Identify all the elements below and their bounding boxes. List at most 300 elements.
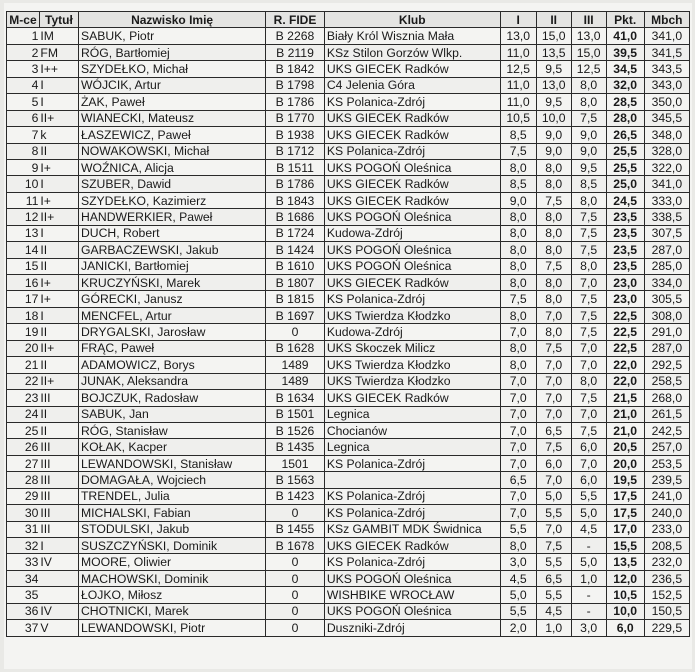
points-cell: 12,0 <box>606 570 644 586</box>
rank-cell: 4 <box>7 77 40 93</box>
title-cell: III <box>39 439 78 455</box>
club-cell: UKS GIECEK Radków <box>324 192 500 208</box>
table-row <box>7 554 690 570</box>
buchholz-cell: 338,5 <box>644 209 689 225</box>
player-name-cell: MACHOWSKI, Dominik <box>78 570 265 586</box>
buchholz-cell: 292,5 <box>644 357 689 373</box>
rank-cell: 34 <box>7 570 40 586</box>
round-3-cell: 7,5 <box>571 242 606 258</box>
round-2-cell: 8,0 <box>536 324 571 340</box>
fide-rating-cell: B 1678 <box>266 538 325 554</box>
round-3-cell: 7,5 <box>571 291 606 307</box>
table-row <box>7 110 690 126</box>
title-cell: II+ <box>39 110 78 126</box>
fide-rating-cell: B 1697 <box>266 307 325 323</box>
round-2-cell: 8,0 <box>536 291 571 307</box>
round-1-cell: 8,0 <box>500 275 536 291</box>
player-name-cell: WOŹNICA, Alicja <box>78 159 265 175</box>
round-1-cell: 8,0 <box>500 307 536 323</box>
round-1-cell: 9,0 <box>500 192 536 208</box>
fide-rating-cell: B 1501 <box>266 406 325 422</box>
title-cell: k <box>39 127 78 143</box>
round-3-cell: 5,0 <box>571 554 606 570</box>
round-3-cell: 8,0 <box>571 94 606 110</box>
header-row <box>7 12 690 28</box>
fide-rating-cell: B 1511 <box>266 159 325 175</box>
player-name-cell: DOMAGAŁA, Wojciech <box>78 472 265 488</box>
player-name-cell: STODULSKI, Jakub <box>78 521 265 537</box>
club-cell: UKS POGOŃ Oleśnica <box>324 603 500 619</box>
rank-cell: 25 <box>7 422 40 438</box>
buchholz-cell: 258,5 <box>644 373 689 389</box>
title-cell: V <box>39 620 78 636</box>
rank-cell: 35 <box>7 587 40 603</box>
buchholz-cell: 229,5 <box>644 620 689 636</box>
club-cell: Chocianów <box>324 422 500 438</box>
buchholz-cell: 305,5 <box>644 291 689 307</box>
round-1-cell: 8,5 <box>500 127 536 143</box>
rank-cell: 29 <box>7 488 40 504</box>
round-3-cell: 15,0 <box>571 44 606 60</box>
buchholz-cell: 328,0 <box>644 143 689 159</box>
player-name-cell: LEWANDOWSKI, Piotr <box>78 620 265 636</box>
rank-cell: 26 <box>7 439 40 455</box>
round-3-cell: 7,5 <box>571 225 606 241</box>
table-row <box>7 521 690 537</box>
club-cell: UKS GIECEK Radków <box>324 176 500 192</box>
rank-cell: 3 <box>7 61 40 77</box>
round-1-cell: 10,5 <box>500 110 536 126</box>
buchholz-cell: 334,0 <box>644 275 689 291</box>
table-row <box>7 192 690 208</box>
points-cell: 32,0 <box>606 77 644 93</box>
title-cell: FM <box>39 44 78 60</box>
fide-rating-cell: B 1843 <box>266 192 325 208</box>
fide-rating-cell: B 1842 <box>266 61 325 77</box>
club-cell: UKS Twierdza Kłodzko <box>324 373 500 389</box>
points-cell: 34,5 <box>606 61 644 77</box>
round-2-cell: 9,5 <box>536 61 571 77</box>
player-name-cell: MENCFEL, Artur <box>78 307 265 323</box>
fide-rating-cell: B 2268 <box>266 28 325 44</box>
round-1-cell: 8,0 <box>500 209 536 225</box>
round-3-cell: 4,5 <box>571 521 606 537</box>
round-1-cell: 5,0 <box>500 587 536 603</box>
round-2-cell: 13,5 <box>536 44 571 60</box>
club-cell: Duszniki-Zdrój <box>324 620 500 636</box>
round-3-cell: 7,5 <box>571 422 606 438</box>
rank-cell: 21 <box>7 357 40 373</box>
round-1-cell: 7,0 <box>500 455 536 471</box>
fide-rating-cell: B 2119 <box>266 44 325 60</box>
round-2-cell: 7,5 <box>536 192 571 208</box>
table-row <box>7 570 690 586</box>
buchholz-cell: 341,0 <box>644 28 689 44</box>
round-2-cell: 9,5 <box>536 94 571 110</box>
points-cell: 23,0 <box>606 275 644 291</box>
player-name-cell: KRUCZYŃSKI, Marek <box>78 275 265 291</box>
club-cell: KS Polanica-Zdrój <box>324 143 500 159</box>
table-row <box>7 455 690 471</box>
player-name-cell: TRENDEL, Julia <box>78 488 265 504</box>
round-1-cell: 11,0 <box>500 44 536 60</box>
buchholz-cell: 287,0 <box>644 242 689 258</box>
round-3-cell: 7,5 <box>571 307 606 323</box>
table-row <box>7 357 690 373</box>
round-1-cell: 6,5 <box>500 472 536 488</box>
player-name-cell: KOŁAK, Kacper <box>78 439 265 455</box>
round-2-cell: 8,0 <box>536 225 571 241</box>
round-2-cell: 13,0 <box>536 77 571 93</box>
header-club: Klub <box>324 12 500 28</box>
club-cell: KS Polanica-Zdrój <box>324 488 500 504</box>
round-2-cell: 5,5 <box>536 554 571 570</box>
fide-rating-cell: B 1724 <box>266 225 325 241</box>
player-name-cell: LEWANDOWSKI, Stanisław <box>78 455 265 471</box>
table-row <box>7 538 690 554</box>
buchholz-cell: 285,0 <box>644 258 689 274</box>
title-cell: II+ <box>39 209 78 225</box>
fide-rating-cell: B 1424 <box>266 242 325 258</box>
table-row <box>7 324 690 340</box>
rank-cell: 27 <box>7 455 40 471</box>
buchholz-cell: 240,0 <box>644 505 689 521</box>
buchholz-cell: 291,0 <box>644 324 689 340</box>
rank-cell: 12 <box>7 209 40 225</box>
points-cell: 25,0 <box>606 176 644 192</box>
table-row <box>7 143 690 159</box>
round-3-cell: 5,0 <box>571 505 606 521</box>
title-cell: I+ <box>39 159 78 175</box>
header-round-2: II <box>536 12 571 28</box>
table-row <box>7 225 690 241</box>
round-1-cell: 8,0 <box>500 225 536 241</box>
title-cell: III <box>39 455 78 471</box>
buchholz-cell: 236,5 <box>644 570 689 586</box>
club-cell: C4 Jelenia Góra <box>324 77 500 93</box>
club-cell: KS Polanica-Zdrój <box>324 505 500 521</box>
player-name-cell: ŻAK, Paweł <box>78 94 265 110</box>
buchholz-cell: 241,0 <box>644 488 689 504</box>
round-3-cell: 8,5 <box>571 176 606 192</box>
fide-rating-cell: B 1435 <box>266 439 325 455</box>
round-1-cell: 7,0 <box>500 488 536 504</box>
round-2-cell: 5,5 <box>536 505 571 521</box>
rank-cell: 1 <box>7 28 40 44</box>
round-1-cell: 5,5 <box>500 521 536 537</box>
fide-rating-cell: B 1423 <box>266 488 325 504</box>
round-2-cell: 7,0 <box>536 390 571 406</box>
fide-rating-cell: B 1526 <box>266 422 325 438</box>
rank-cell: 9 <box>7 159 40 175</box>
rank-cell: 28 <box>7 472 40 488</box>
player-name-cell: HANDWERKIER, Paweł <box>78 209 265 225</box>
header-title: Tytuł <box>39 12 78 28</box>
table-row <box>7 406 690 422</box>
round-2-cell: 7,0 <box>536 406 571 422</box>
round-2-cell: 1,0 <box>536 620 571 636</box>
round-1-cell: 13,0 <box>500 28 536 44</box>
round-1-cell: 8,0 <box>500 538 536 554</box>
table-row <box>7 176 690 192</box>
points-cell: 25,5 <box>606 143 644 159</box>
round-1-cell: 8,0 <box>500 242 536 258</box>
rank-cell: 31 <box>7 521 40 537</box>
round-2-cell: 7,0 <box>536 521 571 537</box>
round-3-cell: 8,0 <box>571 373 606 389</box>
player-name-cell: DRYGALSKI, Jarosław <box>78 324 265 340</box>
club-cell: Biały Król Wisznia Mała <box>324 28 500 44</box>
round-1-cell: 11,0 <box>500 94 536 110</box>
round-2-cell: 8,0 <box>536 242 571 258</box>
round-3-cell: 6,0 <box>571 439 606 455</box>
table-row <box>7 44 690 60</box>
rank-cell: 8 <box>7 143 40 159</box>
rank-cell: 18 <box>7 307 40 323</box>
round-2-cell: 5,5 <box>536 587 571 603</box>
round-3-cell: 7,5 <box>571 390 606 406</box>
club-cell: UKS Twierdza Kłodzko <box>324 307 500 323</box>
rank-cell: 10 <box>7 176 40 192</box>
title-cell: II+ <box>39 340 78 356</box>
title-cell: I <box>39 77 78 93</box>
points-cell: 28,5 <box>606 94 644 110</box>
player-name-cell: CHOTNICKI, Marek <box>78 603 265 619</box>
points-cell: 22,0 <box>606 373 644 389</box>
points-cell: 13,5 <box>606 554 644 570</box>
player-name-cell: MOORE, Oliwier <box>78 554 265 570</box>
rank-cell: 14 <box>7 242 40 258</box>
round-2-cell: 7,0 <box>536 373 571 389</box>
points-cell: 23,5 <box>606 225 644 241</box>
buchholz-cell: 152,5 <box>644 587 689 603</box>
round-3-cell: 9,5 <box>571 159 606 175</box>
player-name-cell: ADAMOWICZ, Borys <box>78 357 265 373</box>
rank-cell: 2 <box>7 44 40 60</box>
round-1-cell: 7,0 <box>500 373 536 389</box>
player-name-cell: BOJCZUK, Radosław <box>78 390 265 406</box>
points-cell: 20,5 <box>606 439 644 455</box>
header-rank: M-ce <box>7 12 40 28</box>
club-cell: KSz Stilon Gorzów Wlkp. <box>324 44 500 60</box>
club-cell: UKS POGOŃ Oleśnica <box>324 159 500 175</box>
title-cell: IM <box>39 28 78 44</box>
player-name-cell: ŁOJKO, Miłosz <box>78 587 265 603</box>
points-cell: 26,5 <box>606 127 644 143</box>
fide-rating-cell: 0 <box>266 554 325 570</box>
fide-rating-cell: B 1798 <box>266 77 325 93</box>
fide-rating-cell: B 1610 <box>266 258 325 274</box>
round-1-cell: 8,0 <box>500 357 536 373</box>
rank-cell: 17 <box>7 291 40 307</box>
round-3-cell: 7,0 <box>571 340 606 356</box>
title-cell: III <box>39 472 78 488</box>
table-row <box>7 620 690 636</box>
club-cell <box>324 472 500 488</box>
round-3-cell: 7,0 <box>571 275 606 291</box>
buchholz-cell: 232,0 <box>644 554 689 570</box>
points-cell: 22,5 <box>606 307 644 323</box>
round-3-cell: 3,0 <box>571 620 606 636</box>
round-1-cell: 8,5 <box>500 176 536 192</box>
title-cell: II <box>39 242 78 258</box>
buchholz-cell: 150,5 <box>644 603 689 619</box>
round-1-cell: 11,0 <box>500 77 536 93</box>
rank-cell: 37 <box>7 620 40 636</box>
club-cell: UKS Skoczek Milicz <box>324 340 500 356</box>
club-cell: UKS GIECEK Radków <box>324 61 500 77</box>
points-cell: 10,5 <box>606 587 644 603</box>
round-3-cell: 7,5 <box>571 209 606 225</box>
club-cell: KSz GAMBIT MDK Świdnica <box>324 521 500 537</box>
title-cell: I <box>39 176 78 192</box>
table-row <box>7 258 690 274</box>
rank-cell: 32 <box>7 538 40 554</box>
fide-rating-cell: B 1712 <box>266 143 325 159</box>
fide-rating-cell: B 1815 <box>266 291 325 307</box>
buchholz-cell: 345,5 <box>644 110 689 126</box>
table-row <box>7 159 690 175</box>
fide-rating-cell: 1489 <box>266 357 325 373</box>
round-2-cell: 7,0 <box>536 357 571 373</box>
title-cell: I <box>39 94 78 110</box>
buchholz-cell: 233,0 <box>644 521 689 537</box>
title-cell: I <box>39 225 78 241</box>
fide-rating-cell: 0 <box>266 620 325 636</box>
title-cell: I+ <box>39 291 78 307</box>
round-1-cell: 8,0 <box>500 258 536 274</box>
round-1-cell: 7,0 <box>500 439 536 455</box>
table-row <box>7 587 690 603</box>
fide-rating-cell: 0 <box>266 505 325 521</box>
points-cell: 17,5 <box>606 505 644 521</box>
round-2-cell: 9,0 <box>536 127 571 143</box>
title-cell: III <box>39 488 78 504</box>
player-name-cell: SZUBER, Dawid <box>78 176 265 192</box>
round-1-cell: 7,0 <box>500 390 536 406</box>
fide-rating-cell: 1501 <box>266 455 325 471</box>
points-cell: 24,5 <box>606 192 644 208</box>
rank-cell: 6 <box>7 110 40 126</box>
title-cell <box>39 587 78 603</box>
buchholz-cell: 350,0 <box>644 94 689 110</box>
buchholz-cell: 287,0 <box>644 340 689 356</box>
rank-cell: 7 <box>7 127 40 143</box>
rank-cell: 36 <box>7 603 40 619</box>
round-3-cell: 6,0 <box>571 472 606 488</box>
club-cell: KS Polanica-Zdrój <box>324 554 500 570</box>
title-cell: III <box>39 505 78 521</box>
buchholz-cell: 208,5 <box>644 538 689 554</box>
rank-cell: 24 <box>7 406 40 422</box>
title-cell: I+ <box>39 192 78 208</box>
round-3-cell: 9,0 <box>571 143 606 159</box>
round-3-cell: 7,0 <box>571 406 606 422</box>
round-1-cell: 5,5 <box>500 603 536 619</box>
points-cell: 6,0 <box>606 620 644 636</box>
points-cell: 41,0 <box>606 28 644 44</box>
round-3-cell: - <box>571 587 606 603</box>
round-3-cell: 7,5 <box>571 324 606 340</box>
club-cell: Legnica <box>324 406 500 422</box>
fide-rating-cell: 0 <box>266 324 325 340</box>
club-cell: KS Polanica-Zdrój <box>324 94 500 110</box>
points-cell: 21,5 <box>606 390 644 406</box>
round-2-cell: 7,5 <box>536 340 571 356</box>
round-1-cell: 8,0 <box>500 159 536 175</box>
table-row <box>7 505 690 521</box>
title-cell: I+ <box>39 275 78 291</box>
club-cell: WISHBIKE WROCŁAW <box>324 587 500 603</box>
round-2-cell: 6,5 <box>536 570 571 586</box>
buchholz-cell: 308,0 <box>644 307 689 323</box>
club-cell: UKS GIECEK Radków <box>324 127 500 143</box>
club-cell: Kudowa-Zdrój <box>324 324 500 340</box>
round-1-cell: 7,0 <box>500 406 536 422</box>
table-row <box>7 340 690 356</box>
title-cell <box>39 570 78 586</box>
club-cell: Legnica <box>324 439 500 455</box>
table-row <box>7 77 690 93</box>
round-1-cell: 7,0 <box>500 324 536 340</box>
round-3-cell: 9,0 <box>571 127 606 143</box>
round-2-cell: 8,0 <box>536 209 571 225</box>
player-name-cell: JUNAK, Aleksandra <box>78 373 265 389</box>
round-1-cell: 7,5 <box>500 291 536 307</box>
round-1-cell: 2,0 <box>500 620 536 636</box>
header-fide: R. FIDE <box>266 12 325 28</box>
points-cell: 23,5 <box>606 209 644 225</box>
club-cell: UKS GIECEK Radków <box>324 110 500 126</box>
round-3-cell: 8,0 <box>571 192 606 208</box>
round-1-cell: 7,0 <box>500 422 536 438</box>
rank-cell: 13 <box>7 225 40 241</box>
title-cell: III <box>39 521 78 537</box>
standings-table <box>6 11 690 637</box>
club-cell: Kudowa-Zdrój <box>324 225 500 241</box>
buchholz-cell: 341,5 <box>644 44 689 60</box>
buchholz-cell: 343,5 <box>644 61 689 77</box>
club-cell: UKS GIECEK Radków <box>324 390 500 406</box>
round-1-cell: 12,5 <box>500 61 536 77</box>
buchholz-cell: 239,5 <box>644 472 689 488</box>
round-3-cell: 8,0 <box>571 258 606 274</box>
round-1-cell: 7,0 <box>500 505 536 521</box>
round-2-cell: 8,0 <box>536 275 571 291</box>
points-cell: 23,0 <box>606 291 644 307</box>
round-2-cell: 6,0 <box>536 455 571 471</box>
rank-cell: 22 <box>7 373 40 389</box>
fide-rating-cell: 0 <box>266 570 325 586</box>
points-cell: 22,0 <box>606 357 644 373</box>
player-name-cell: MICHALSKI, Fabian <box>78 505 265 521</box>
points-cell: 25,5 <box>606 159 644 175</box>
rank-cell: 23 <box>7 390 40 406</box>
rank-cell: 20 <box>7 340 40 356</box>
round-3-cell: 7,5 <box>571 110 606 126</box>
points-cell: 15,5 <box>606 538 644 554</box>
rank-cell: 33 <box>7 554 40 570</box>
points-cell: 39,5 <box>606 44 644 60</box>
rank-cell: 5 <box>7 94 40 110</box>
club-cell: UKS Twierdza Kłodzko <box>324 357 500 373</box>
buchholz-cell: 257,0 <box>644 439 689 455</box>
player-name-cell: SABUK, Piotr <box>78 28 265 44</box>
fide-rating-cell: B 1770 <box>266 110 325 126</box>
table-row <box>7 307 690 323</box>
title-cell: IV <box>39 554 78 570</box>
fide-rating-cell: B 1628 <box>266 340 325 356</box>
